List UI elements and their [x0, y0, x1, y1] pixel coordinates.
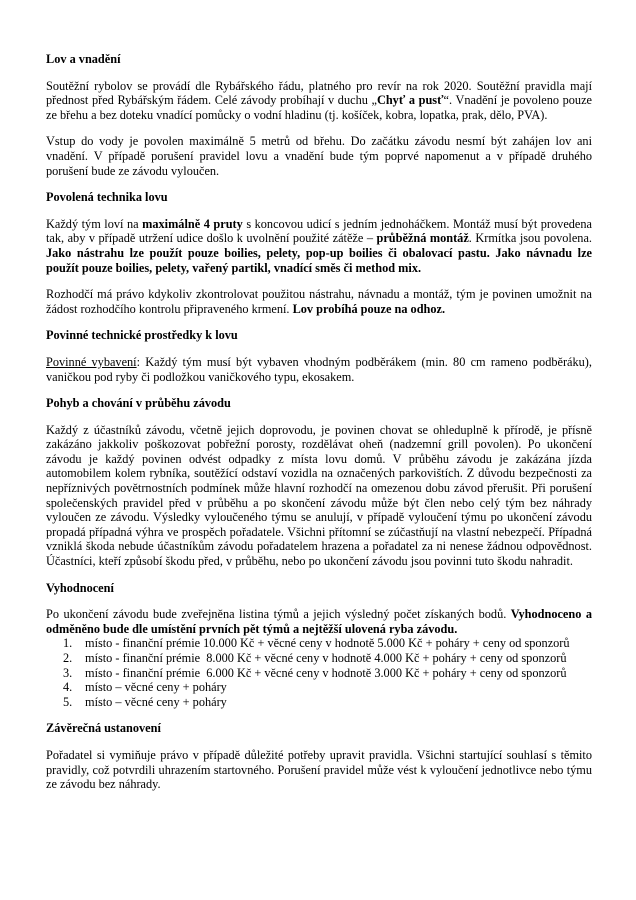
list-item-number: 4.: [63, 680, 73, 695]
paragraph-rozhodci-kontrola: [46, 287, 592, 316]
text-run: Vyhodnoceno a odměněno bude dle umístění prvních pět týmů a nejtěžší ulovená ryba závodu.: [46, 607, 592, 636]
list-item-number: 5.: [63, 694, 73, 709]
heading-povinne-technicke-prostredky: [46, 328, 592, 343]
text-run: Rozhodčí má právo kdykoliv zkontrolovat použitou nástrahu, návnadu a montáž, tým je povinen umožnit na žádost rozhodčího kontrolu připraveného krmení.: [46, 287, 592, 316]
list-item: [46, 666, 592, 681]
prize-list: [46, 636, 592, 709]
paragraph-vyhodnoceni-intro: [46, 607, 592, 636]
text-run: Lov probíhá pouze na odhoz.: [292, 301, 446, 316]
list-item-text: místo - finanční prémie 8.000 Kč + věcné ceny v hodnotě 4.000 Kč + poháry + ceny od sponzorů: [85, 651, 567, 665]
text-run: Závěrečná ustanovení: [46, 721, 161, 736]
paragraph-povinne-vybaveni: [46, 355, 592, 384]
paragraph-soutezni-rybolov: [46, 79, 592, 123]
list-item-text: místo - finanční prémie 6.000 Kč + věcné ceny v hodnotě 3.000 Kč + poháry + ceny od sponzorů: [85, 665, 567, 680]
text-run: “. Vnadění je povoleno pouze ze břehu a bez doteku vnadící pomůcky o vodní hladinu (tj. košíček, kobra, lopatka, prak, dělo, PVA).: [46, 93, 592, 122]
list-item-text: místo - finanční prémie 10.000 Kč + věcné ceny v hodnotě 5.000 Kč + poháry + ceny od sponzorů: [85, 636, 570, 651]
text-run: Lov a vnadění: [46, 52, 121, 66]
text-run: Vstup do vody je povolen maximálně 5 metrů od břehu. Do začátku závodu nesmí být zahájen lov ani vnadění. V případě porušení pravidel lovu a vnadění bude tým poprvé napomenut a v případě druhého porušení bude ze závodu vyloučen.: [46, 134, 592, 178]
heading-vyhodnoceni: [46, 581, 592, 596]
text-run: maximálně 4 pruty: [142, 216, 243, 231]
list-item-number: 3.: [63, 665, 73, 680]
list-item-number: 2.: [63, 651, 73, 665]
document-content: [46, 52, 592, 804]
text-run: Povinné vybavení: [46, 354, 137, 369]
heading-zaverecna-ustanoveni: [46, 721, 592, 736]
heading-lov-a-vnadeni: [46, 52, 592, 67]
list-item: [46, 695, 592, 710]
text-run: Každý z účastníků závodu, včetně jejich doprovodu, je povinen chovat se ohleduplně k přírodě, je přísně zakázáno jakkoliv poškozovat pobřežní porosty, rozdělávat oheň (nadzemní grill povolen). Po ukončení závodu je každý povinen odvést odpadky z místa lovu domů. V průběhu závodu je zakázána jízda automobilem kolem rybníka, soutěžící odstaví vozidla na označených parkovištích. Z důvodu bezpečnosti za nepříznivých povětrnostních podmínek může hlavní rozhodčí na omezenou dobu závod přerušit. Při porušení společenských pravidel před v průběhu a po skončení závodu může být člen nebo celý tým bez náhrady vyloučen ze závodu. Výsledky vyloučeného týmu se anulují, v případě vyloučení týmu po ukončení závodu propadá případná výhra ve prospěch pořadatele. Všichni přítomní se zúčastňují na vlastní nebezpečí. Případná vzniklá škoda nebude účastníkům závodu pořadatelem hrazena a pořadatel za ni nenese žádnou odpovědnost. Účastníci, kteří způsobí škodu před, v průběhu, nebo po ukončení závodu jsou povinni tuto škodu nahradit.: [46, 422, 592, 569]
text-run: Pohyb a chování v průběhu závodu: [46, 396, 231, 411]
text-run: Po ukončení závodu bude zveřejněna listina týmů a jejich výsledný počet získaných bodů.: [46, 607, 511, 622]
text-run: Každý tým loví na: [46, 216, 143, 231]
text-run: průběžná montáž: [376, 231, 469, 246]
text-run: Chyť a pusť: [376, 93, 444, 108]
list-item-text: místo – věcné ceny + poháry: [85, 694, 227, 709]
heading-povolena-technika-lovu: [46, 190, 592, 205]
list-item: [46, 636, 592, 651]
text-run: Povolená technika lovu: [46, 190, 168, 205]
paragraph-zaverecna-ustanoveni: [46, 748, 592, 792]
text-run: Pořadatel si vymiňuje právo v případě důležité potřeby upravit pravidla. Všichni startující souhlasí s těmito pravidly, což potvrdili uhrazením startovného. Porušení pravidel může vést k vyloučení jednotlivce nebo týmu ze závodu bez náhrady.: [46, 747, 592, 792]
paragraph-chovani-ucastniku: [46, 423, 592, 569]
list-item: [46, 680, 592, 695]
text-run: : Každý tým musí být vybaven vhodným podběrákem (min. 80 cm rameno podběráku), vaničkou pod ryby či podložkou vaničkového typu, ekosakem.: [46, 354, 592, 384]
heading-pohyb-a-chovani: [46, 396, 592, 411]
list-item: [46, 651, 592, 666]
paragraph-kazdy-tym-lovi: [46, 217, 592, 275]
text-run: Jako nástrahu lze použít pouze boilies, pelety, pop-up boilies či obalovací pastu. Jako návnadu lze použít pouze boilies, pelety, vařený partikl, vnadící směs či method mix.: [46, 245, 592, 275]
list-item-number: 1.: [63, 636, 73, 651]
list-item-text: místo – věcné ceny + poháry: [85, 680, 227, 695]
text-run: Povinné technické prostředky k lovu: [46, 328, 238, 343]
text-run: . Krmítka jsou povolena.: [468, 231, 592, 246]
text-run: Soutěžní rybolov se provádí dle Rybářského řádu, platného pro revír na rok 2020. Soutěžní pravidla mají přednost před Rybářským řádem. Celé závody probíhají v duchu „: [46, 78, 592, 108]
text-run: s koncovou udicí s jedním jednoháčkem. Montáž musí být provedena tak, aby v případě utržení udice došlo k uvolnění použité zátěže –: [46, 216, 592, 246]
paragraph-vstup-do-vody: [46, 134, 592, 178]
text-run: Vyhodnocení: [46, 580, 114, 595]
